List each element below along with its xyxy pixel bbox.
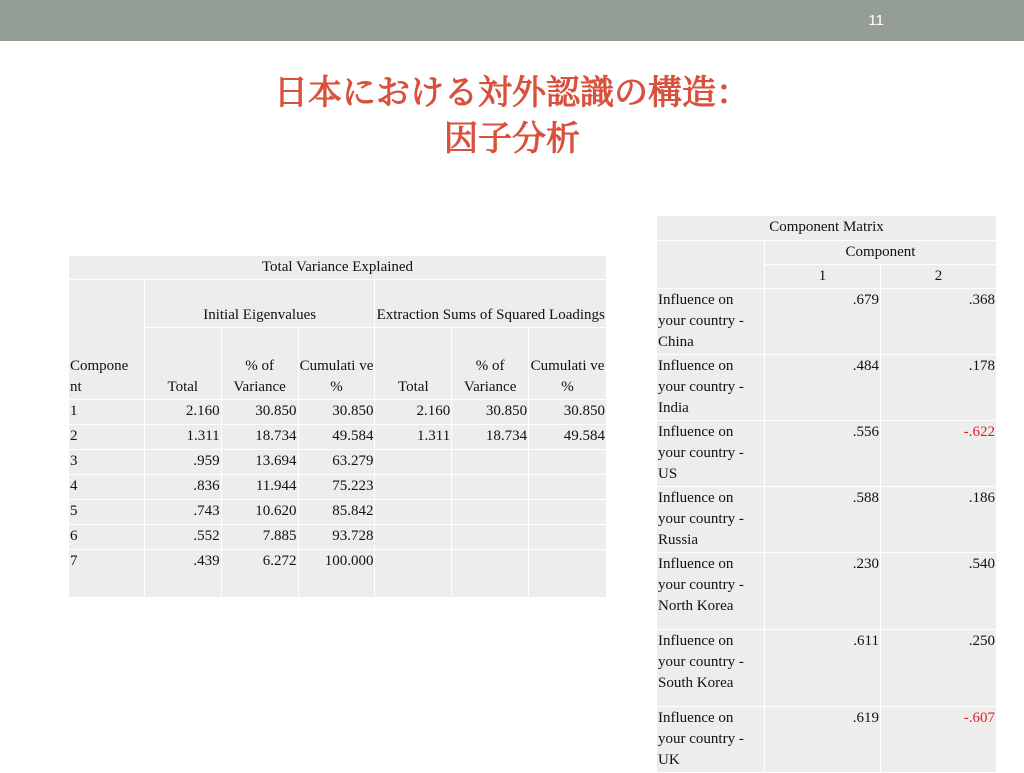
header-total: Total [375, 328, 452, 400]
extraction-cumulative [529, 475, 607, 500]
header-blank [657, 241, 765, 289]
header-component-1: 1 [764, 265, 880, 289]
loading-component-2: .368 [880, 289, 996, 355]
component-number: 5 [69, 500, 145, 525]
loading-component-2: .540 [880, 553, 996, 630]
header-cumulative: Cumulati ve % [529, 328, 607, 400]
table-row [657, 553, 997, 630]
eigen-total: .836 [144, 475, 221, 500]
header-pct-variance: % of Variance [452, 328, 529, 400]
eigen-total: .959 [144, 450, 221, 475]
extraction-total [375, 450, 452, 475]
table-row [657, 487, 997, 553]
eigen-pct-variance: 7.885 [221, 525, 298, 550]
eigen-cumulative: 63.279 [298, 450, 375, 475]
header-component: Compone nt [69, 280, 145, 400]
extraction-pct-variance: 30.850 [452, 400, 529, 425]
row-label: Influence on your country - South Korea [657, 630, 765, 707]
table-row [69, 475, 607, 500]
slide-title-line1: 日本における対外認識の構造： [274, 73, 750, 113]
extraction-cumulative: 30.850 [529, 400, 607, 425]
table-row [69, 400, 607, 425]
loading-component-2: .186 [880, 487, 996, 553]
loading-component-1: .611 [764, 630, 880, 707]
table-row [657, 355, 997, 421]
table-row [69, 550, 607, 598]
eigen-cumulative: 93.728 [298, 525, 375, 550]
extraction-total [375, 525, 452, 550]
eigen-cumulative: 49.584 [298, 425, 375, 450]
table-row [657, 421, 997, 487]
header-cumulative: Cumulati ve % [298, 328, 375, 400]
loading-component-2: -.607 [880, 707, 996, 773]
component-number: 3 [69, 450, 145, 475]
extraction-pct-variance [452, 500, 529, 525]
extraction-cumulative [529, 525, 607, 550]
extraction-total [375, 550, 452, 598]
extraction-total [375, 475, 452, 500]
component-number: 2 [69, 425, 145, 450]
eigen-pct-variance: 18.734 [221, 425, 298, 450]
extraction-pct-variance [452, 450, 529, 475]
table-row [657, 630, 997, 707]
header-extraction-sums: Extraction Sums of Squared Loadings [375, 280, 607, 328]
extraction-total: 1.311 [375, 425, 452, 450]
extraction-cumulative: 49.584 [529, 425, 607, 450]
eigen-total: .439 [144, 550, 221, 598]
slide-title-line2: 因子分析 [444, 119, 580, 159]
eigen-cumulative: 75.223 [298, 475, 375, 500]
extraction-pct-variance: 18.734 [452, 425, 529, 450]
eigen-cumulative: 100.000 [298, 550, 375, 598]
eigen-pct-variance: 10.620 [221, 500, 298, 525]
loading-component-1: .588 [764, 487, 880, 553]
table-row [69, 450, 607, 475]
loading-component-2: -.622 [880, 421, 996, 487]
eigen-cumulative: 85.842 [298, 500, 375, 525]
table-row [657, 707, 997, 773]
eigen-total: .552 [144, 525, 221, 550]
row-label: Influence on your country - China [657, 289, 765, 355]
loading-component-2: .178 [880, 355, 996, 421]
row-label: Influence on your country - India [657, 355, 765, 421]
component-number: 6 [69, 525, 145, 550]
top-bar [0, 0, 1024, 41]
extraction-pct-variance [452, 475, 529, 500]
loading-component-1: .484 [764, 355, 880, 421]
extraction-total [375, 500, 452, 525]
table-caption: Total Variance Explained [69, 256, 607, 280]
table-caption: Component Matrix [657, 216, 997, 241]
eigen-total: 2.160 [144, 400, 221, 425]
extraction-pct-variance [452, 525, 529, 550]
eigen-total: 1.311 [144, 425, 221, 450]
row-label: Influence on your country - North Korea [657, 553, 765, 630]
page-number: 11 [868, 12, 884, 29]
total-variance-table [68, 255, 607, 598]
header-component-2: 2 [880, 265, 996, 289]
loading-component-2: .250 [880, 630, 996, 707]
header-component: Component [764, 241, 996, 265]
header-initial-eigenvalues: Initial Eigenvalues [144, 280, 375, 328]
table-row [69, 425, 607, 450]
extraction-cumulative [529, 550, 607, 598]
header-pct-variance: % of Variance [221, 328, 298, 400]
table-row [69, 500, 607, 525]
eigen-pct-variance: 13.694 [221, 450, 298, 475]
table-row [69, 525, 607, 550]
loading-component-1: .556 [764, 421, 880, 487]
component-matrix-table [656, 215, 997, 773]
eigen-total: .743 [144, 500, 221, 525]
eigen-pct-variance: 6.272 [221, 550, 298, 598]
component-number: 1 [69, 400, 145, 425]
eigen-cumulative: 30.850 [298, 400, 375, 425]
component-number: 7 [69, 550, 145, 598]
loading-component-1: .619 [764, 707, 880, 773]
component-number: 4 [69, 475, 145, 500]
eigen-pct-variance: 30.850 [221, 400, 298, 425]
extraction-cumulative [529, 500, 607, 525]
extraction-pct-variance [452, 550, 529, 598]
loading-component-1: .230 [764, 553, 880, 630]
slide-title [0, 70, 1024, 162]
header-total: Total [144, 328, 221, 400]
extraction-cumulative [529, 450, 607, 475]
extraction-total: 2.160 [375, 400, 452, 425]
table-row [657, 289, 997, 355]
row-label: Influence on your country - Russia [657, 487, 765, 553]
eigen-pct-variance: 11.944 [221, 475, 298, 500]
loading-component-1: .679 [764, 289, 880, 355]
row-label: Influence on your country - US [657, 421, 765, 487]
row-label: Influence on your country - UK [657, 707, 765, 773]
